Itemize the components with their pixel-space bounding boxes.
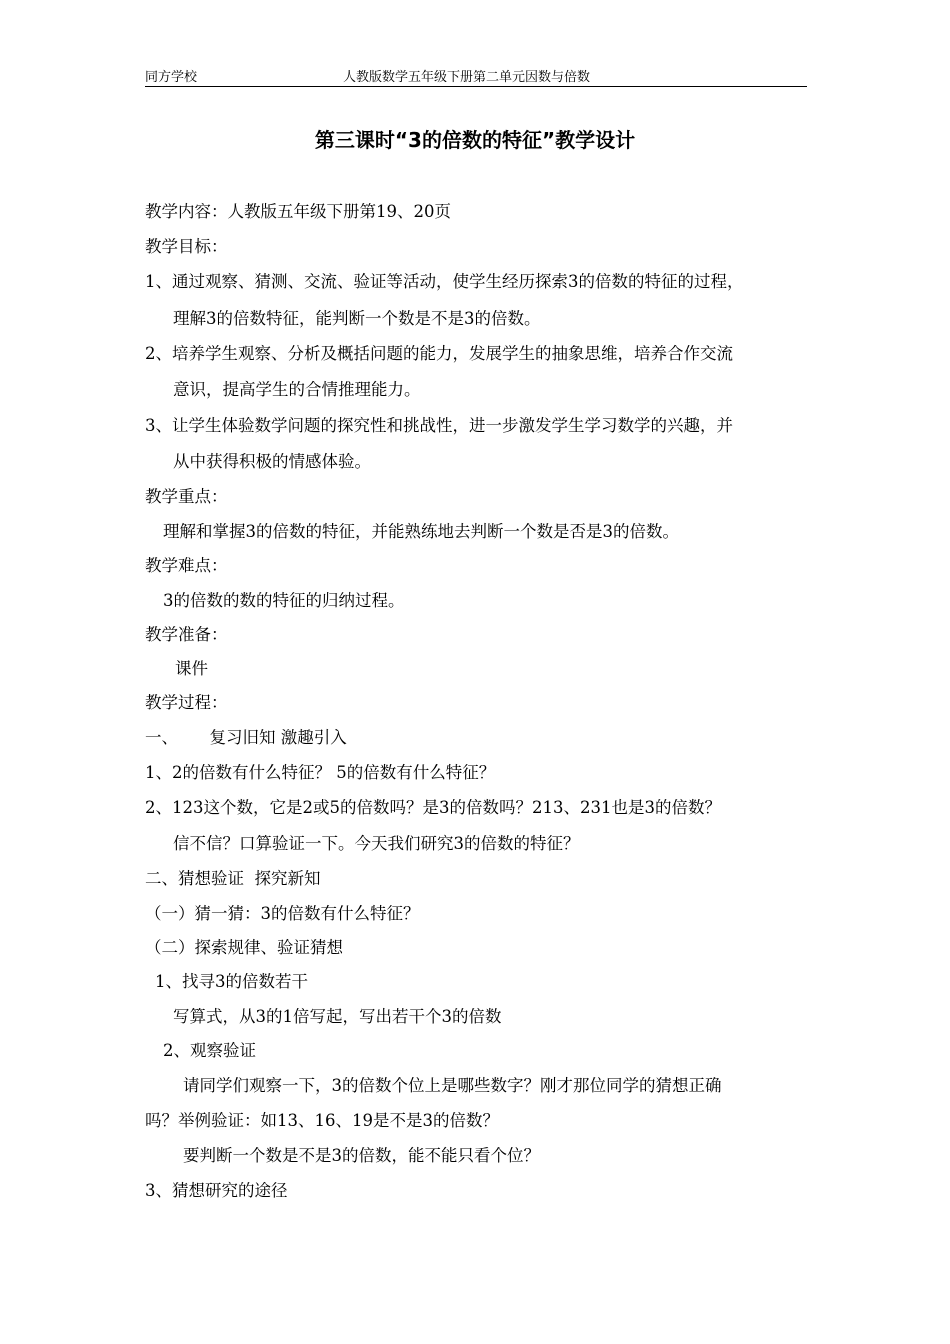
process-part-2-heading: 二、猜想验证 探究新知 (145, 869, 321, 888)
step-1-find-multiples: 1、找寻3的倍数若干 (155, 972, 308, 991)
difficulties-text: 3的倍数的数的特征的归纳过程。 (163, 591, 405, 610)
section-label-process: 教学过程： (145, 693, 228, 712)
header-book-title: 人教版数学五年级下册第二单元因数与倍数 (343, 70, 591, 85)
objective-3-cont: 从中获得积极的情感体验。 (173, 452, 371, 471)
objective-1: 1、通过观察、猜测、交流、验证等活动，使学生经历探索3的倍数的特征的过程， (145, 272, 744, 291)
preparation-text: 课件 (175, 659, 208, 678)
objective-1-cont: 理解3的倍数特征，能判断一个数是不是3的倍数。 (173, 309, 541, 328)
process-part-1-heading: 一、 复习旧知 激趣引入 (145, 728, 347, 747)
section-label-objectives: 教学目标： (145, 237, 228, 256)
step-2-observe: 2、观察验证 (163, 1041, 256, 1060)
step-2-followup: 要判断一个数是不是3的倍数，能不能只看个位？ (183, 1146, 540, 1165)
teaching-content: 教学内容：人教版五年级下册第19、20页 (145, 202, 451, 221)
step-2-question-cont: 吗？举例验证：如13、16、19是不是3的倍数？ (145, 1111, 499, 1130)
review-question-2: 2、123这个数，它是2或5的倍数吗？是3的倍数吗？213、231也是3的倍数？ (145, 798, 721, 817)
objective-2-cont: 意识，提高学生的合情推理能力。 (173, 380, 421, 399)
section-label-difficulties: 教学难点： (145, 556, 228, 575)
header-school: 同方学校 (145, 70, 198, 85)
page-header (145, 62, 807, 87)
objective-3: 3、让学生体验数学问题的探究性和挑战性，进一步激发学生学习数学的兴趣，并 (145, 416, 733, 435)
section-label-key-points: 教学重点： (145, 487, 228, 506)
step-1-instruction: 写算式，从3的1倍写起，写出若干个3的倍数 (173, 1007, 502, 1026)
review-question-2-cont: 信不信？口算验证一下。今天我们研究3的倍数的特征？ (173, 834, 580, 853)
subsection-guess: （一）猜一猜：3的倍数有什么特征？ (145, 904, 420, 923)
step-3-heading: 3、猜想研究的途径 (145, 1181, 288, 1200)
objective-2: 2、培养学生观察、分析及概括问题的能力，发展学生的抽象思维，培养合作交流 (145, 344, 733, 363)
review-question-1: 1、2的倍数有什么特征？ 5的倍数有什么特征？ (145, 763, 496, 782)
document-title: 第三课时“3的倍数的特征”教学设计 (314, 128, 636, 152)
subsection-explore: （二）探索规律、验证猜想 (145, 938, 343, 957)
key-points-text: 理解和掌握3的倍数的特征，并能熟练地去判断一个数是否是3的倍数。 (163, 522, 679, 541)
step-2-question: 请同学们观察一下，3的倍数个位上是哪些数字？刚才那位同学的猜想正确 (183, 1076, 722, 1095)
section-label-preparation: 教学准备： (145, 625, 228, 644)
